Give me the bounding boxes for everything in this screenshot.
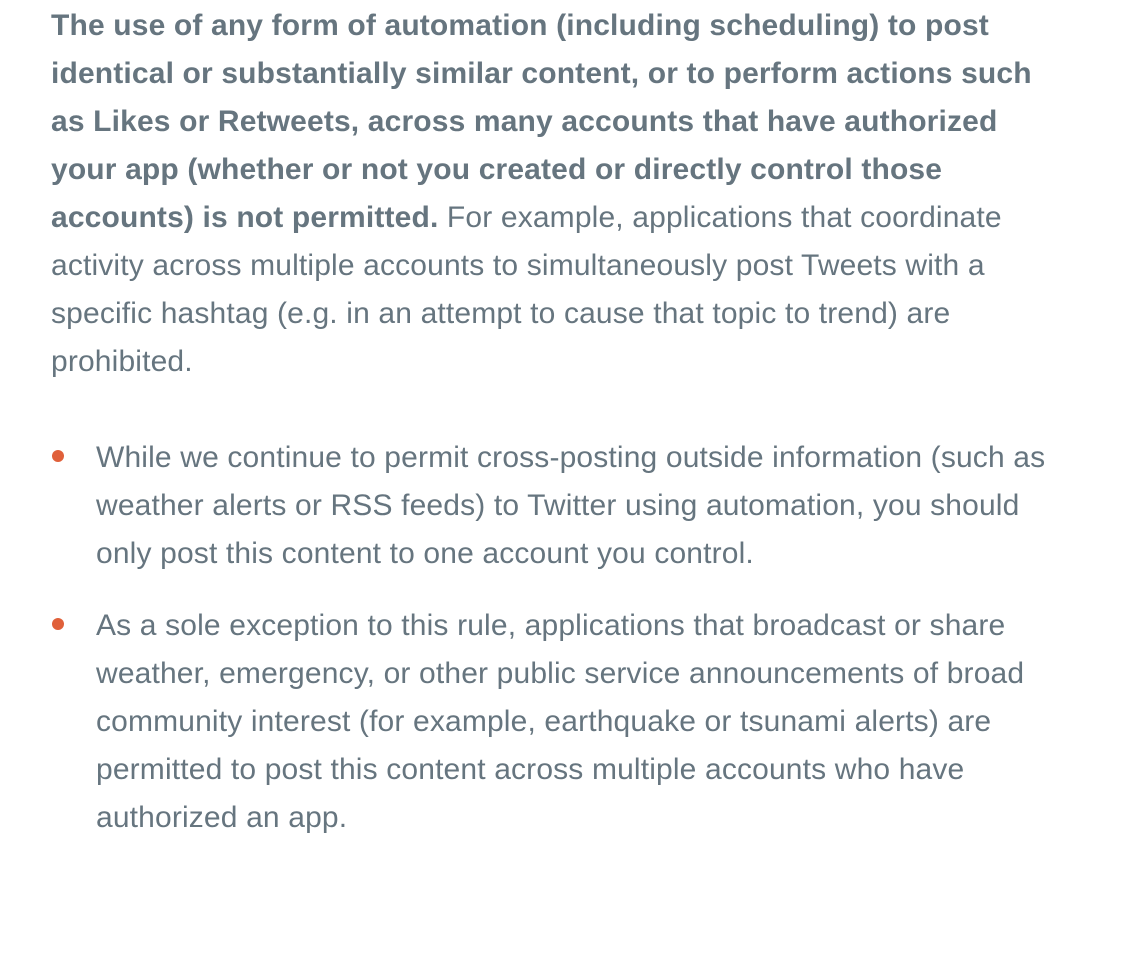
- bullet-item-cross-posting: [51, 434, 1051, 578]
- policy-paragraph: [51, 2, 1051, 386]
- policy-bold-statement: The use of any form of automation (including scheduling) to post identical or substantially similar content, or to perform actions such as Likes or Retweets, across many accounts that have authorized your app (whether or not you created or directly control those accounts) is not permitted.: [51, 9, 1032, 234]
- bullet-text: As a sole exception to this rule, applications that broadcast or share weather, emergency, or other public service announcements of broad community interest (for example, earthquake or tsunami alerts) are permitted to post this content across multiple accounts who have authorized an app.: [96, 609, 1025, 834]
- bullet-text: While we continue to permit cross-posting outside information (such as weather alerts or RSS feeds) to Twitter using automation, you should only post this content to one account you control.: [96, 441, 1046, 570]
- bullet-item-exception: [51, 602, 1051, 842]
- bullet-dot-icon: [52, 618, 64, 630]
- policy-bullet-list: [51, 434, 1051, 842]
- bullet-dot-icon: [52, 450, 64, 462]
- policy-content: [51, 0, 1051, 866]
- policy-example-text: For example, applications that coordinate activity across multiple accounts to simultaneously post Tweets with a specific hashtag (e.g. in an attempt to cause that topic to trend) are prohibited.: [51, 201, 1002, 378]
